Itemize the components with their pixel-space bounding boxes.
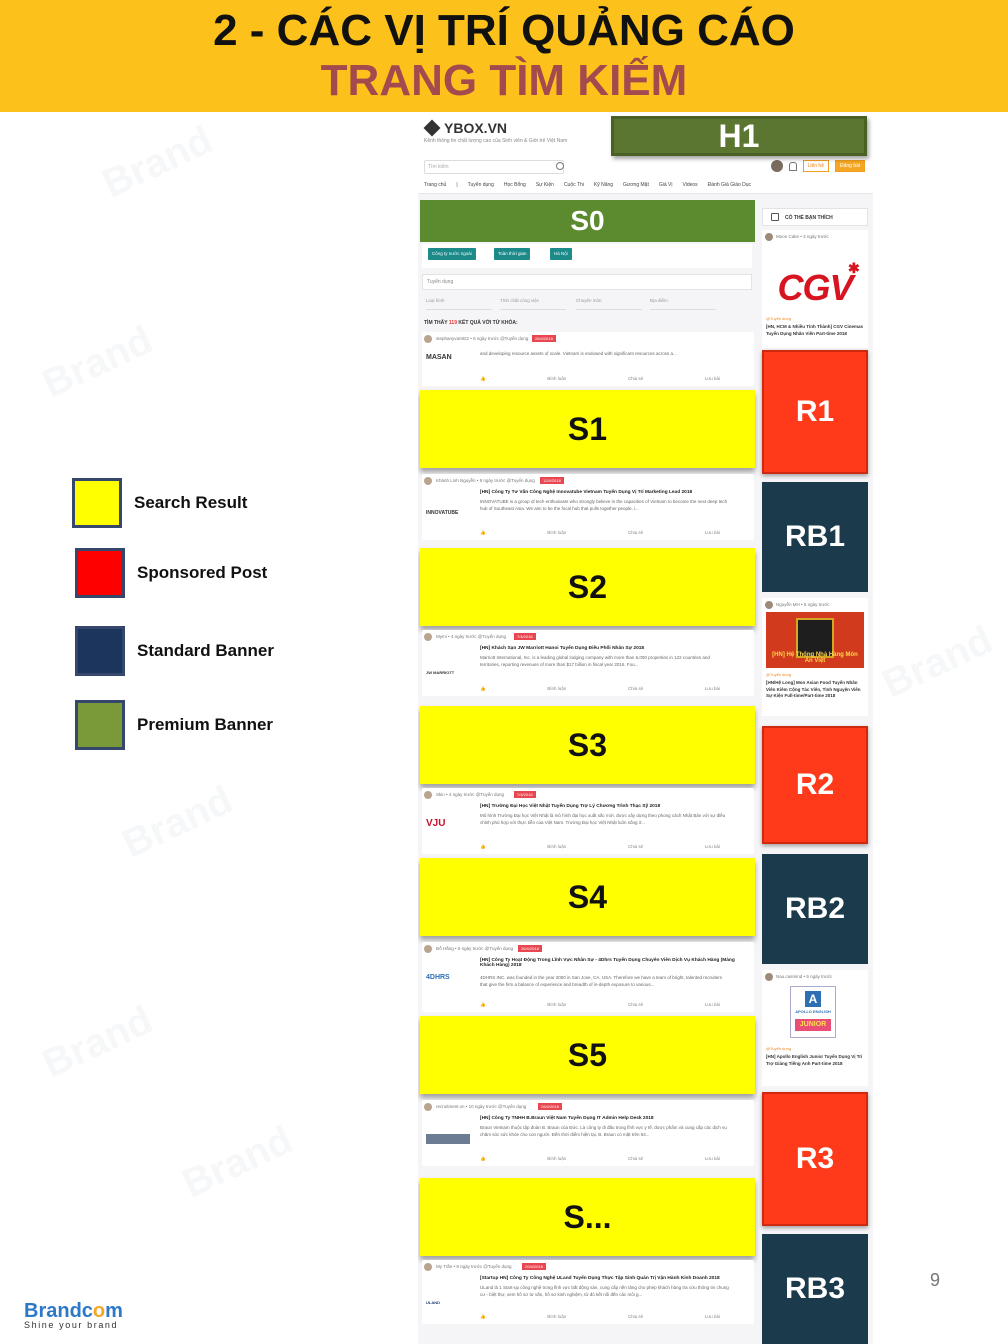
post-author: Khánh Linh Nguyễn • 8 ngày trước @Tuyển dụng [436, 478, 535, 483]
search-result-post[interactable] [422, 1100, 754, 1166]
card-category: @Tuyển dụng [766, 672, 792, 677]
search-result-post[interactable] [422, 630, 754, 696]
post-description: 4DHRS INC. was founded in the year 2000 in San Jose, CA, USA. Therefore we have a team of bright, talented recruiters that give the firm a balance of experience and breadth of in-depth exposure to various... [480, 975, 723, 987]
nav-item-videos[interactable]: Videos [682, 182, 698, 188]
post-description: ULand là 1 Start-up công nghệ trong lĩnh vực bất động sản, cung cấp nền tảng cho phép khách hàng tra cứu thông tin chung cư - biệt thự, xem hồ sơ tư vấn, hồ sơ kinh nghiệm, từ đó kết nối đến các môi g... [480, 1285, 729, 1297]
legend-label: Standard Banner [137, 641, 274, 660]
save-button[interactable]: Lưu bài [704, 1002, 720, 1007]
watermark: Brand [115, 777, 240, 867]
avatar [424, 1103, 432, 1111]
legend-label: Premium Banner [137, 715, 274, 734]
header-actions [771, 160, 865, 172]
card-author: Nau.casmind • 5 ngày trước [776, 974, 833, 979]
post-title[interactable]: [HN] Trường Đại Học Việt Nhật Tuyển Dụng Trợ Lý Chương Trình Thạc Sỹ 2018 [480, 804, 661, 809]
like-icon[interactable]: 👍 [480, 686, 486, 691]
specialty-dropdown[interactable]: Chuyên môn [576, 298, 642, 310]
legend-swatch [75, 548, 125, 598]
post-description: Braun Vietnam thuộc tập đoàn B. Braun của Đức. Là công ty đi đầu trong lĩnh vực y tế, được phẩm và cung cấp các dịch vụ chăm sóc sức khỏe cho con người. Đến thời điểm hiện tại, B. Braun có mặt trên 64... [480, 1125, 727, 1137]
contact-button[interactable]: Liên hệ [803, 160, 829, 172]
standard-banner-rb1[interactable]: RB1 [762, 482, 868, 592]
post-actions [480, 1314, 720, 1320]
avatar [765, 973, 773, 981]
comment-button[interactable]: Bình luận [547, 1002, 567, 1007]
post-actions [480, 686, 720, 692]
filter-chips [422, 244, 752, 268]
post-description: and developing resource assets of scale. Vietnam is endowed with significant resources across a... [480, 351, 677, 356]
slide-title: 2 - CÁC VỊ TRÍ QUẢNG CÁO [213, 6, 795, 55]
share-button[interactable]: Chia sẻ [627, 844, 644, 849]
premium-banner-s0[interactable]: S0 [420, 200, 755, 242]
legend-label: Sponsored Post [137, 563, 268, 582]
post-description: Marriott International, Inc. is a leading global lodging company with more than 6,000 properties in 122 countries and territories, reporting revenues of more than $17 billion in fiscal year 2016. Fou... [480, 655, 710, 667]
location-dropdown[interactable]: Địa điểm [650, 298, 716, 310]
post-actions [480, 1002, 720, 1008]
post-brand-logo [426, 1134, 470, 1144]
site-logo[interactable]: YBOX.VN [444, 120, 508, 136]
card-title[interactable]: [HN/Hệ Long] Mon Asian Food Tuyển Nhân Viên Kiêm Cộng Tác Viên, Tình Nguyện Viên Sự Kiện Full-time/Part-time 2018 [766, 680, 861, 698]
search-result-slot-s2[interactable]: S2 [420, 548, 755, 626]
sponsored-post-r1[interactable]: R1 [762, 350, 868, 474]
sidebar-heading-label: CÓ THỂ BẠN THÍCH [785, 215, 833, 221]
share-button[interactable]: Chia sẻ [627, 530, 644, 535]
avatar [765, 233, 773, 241]
post-author: Skin • 4 ngày trước @Tuyển dụng [436, 792, 504, 797]
result-prefix: TÌM THẤY [424, 320, 448, 326]
nav-item-skills[interactable]: Kỹ Năng [593, 182, 614, 188]
result-count [424, 320, 518, 326]
standard-banner-rb3[interactable]: RB3 [762, 1234, 868, 1344]
nav-item-values[interactable]: Giá Vị [658, 182, 673, 188]
legend-standard-banner [75, 626, 274, 676]
like-icon[interactable]: 👍 [480, 1002, 486, 1007]
share-button[interactable]: Chia sẻ [627, 376, 644, 381]
avatar [424, 477, 432, 485]
apollo-brand: APOLLO ENGLISH [795, 1009, 831, 1014]
legend-label: Search Result [134, 493, 248, 512]
watermark: Brand [35, 997, 160, 1087]
avatar[interactable] [771, 160, 783, 172]
logo-part: m [105, 1300, 123, 1322]
star-icon: ✱ [848, 260, 860, 276]
search-result-slot-more[interactable]: S... [420, 1178, 755, 1256]
post-title[interactable]: [HN] Công Ty TNHH B.Braun Việt Nam Tuyển Dụng IT Admin Help Desk 2018 [480, 1116, 654, 1121]
avatar [424, 945, 432, 953]
filter-chip[interactable]: Công ty nước ngoài [428, 248, 476, 260]
event-image [766, 612, 864, 668]
comment-button[interactable]: Bình luận [547, 686, 567, 691]
card-category: @Tuyển dụng [766, 316, 792, 321]
legend-sponsored-post [75, 548, 267, 598]
sponsored-post-r2[interactable]: R2 [762, 726, 868, 844]
like-icon[interactable]: 👍 [480, 844, 486, 849]
legend-search-result [72, 478, 247, 528]
sidebar-card[interactable] [762, 598, 868, 716]
bell-icon[interactable] [789, 162, 797, 171]
card-title[interactable]: [HN, HCM & Nhiều Tỉnh Thành] CGV Cinemas Tuyển Dụng Nhân Viên Part-time 2018 [766, 324, 864, 336]
nav-item-contests[interactable]: Cuộc Thi [563, 182, 584, 188]
result-suffix: KẾT QUẢ VỚI TỪ KHÓA: [458, 320, 518, 326]
legend-premium-banner [75, 700, 273, 750]
share-button[interactable]: Chia sẻ [627, 1156, 644, 1161]
avatar [765, 601, 773, 609]
sidebar-card[interactable] [762, 230, 868, 348]
post-date-badge: 26/4/2018 [518, 945, 542, 952]
watermark: Brand [35, 317, 160, 407]
nav-item-education-review[interactable]: Đánh Giá Giáo Dục [707, 182, 752, 188]
filter-chip[interactable]: Toàn thời gian [494, 248, 530, 260]
like-icon[interactable]: 👍 [480, 530, 486, 535]
post-author: Đỗ Hằng • 5 ngày trước @Tuyển dụng [436, 946, 513, 951]
post-date-badge: 12/4/2018 [540, 477, 564, 484]
page-number: 9 [930, 1270, 941, 1290]
sidebar-heading [762, 208, 868, 226]
site-tagline: Kênh thông tin chất lượng cao của Sinh viên & Giới trẻ Việt Nam [424, 138, 568, 144]
comment-button[interactable]: Bình luận [547, 844, 567, 849]
post-actions [480, 376, 720, 382]
slide-header [0, 0, 1008, 112]
like-icon[interactable]: 👍 [480, 376, 486, 381]
apollo-logo-letter: A [805, 991, 821, 1007]
post-brand-logo: 4DHRS [426, 974, 450, 981]
post-brand-logo: INNOVATUBE [426, 510, 459, 516]
post-date-badge: 7/4/2018 [514, 633, 536, 640]
post-author: Mymi • 4 ngày trước @Tuyển dụng [436, 634, 506, 639]
brand-tagline: Shine your brand [24, 1320, 119, 1330]
main-nav [424, 182, 751, 188]
post-brand-logo: MASAN [426, 354, 452, 361]
legend-swatch [75, 626, 125, 676]
category-select[interactable]: Tuyển dụng [422, 274, 752, 290]
search-icon[interactable] [556, 162, 564, 170]
filter-chip[interactable]: Hà Nội [550, 248, 572, 260]
share-button[interactable]: Chia sẻ [627, 1314, 644, 1319]
post-date-badge: 20/4/2018 [522, 1263, 546, 1270]
post-author: recruitment.vn • 10 ngày trước @Tuyển dụng [436, 1104, 527, 1109]
type-dropdown[interactable]: Loại hình [426, 298, 492, 310]
nav-item-jobs[interactable]: Tuyển dụng [467, 182, 494, 188]
post-actions [480, 530, 720, 536]
avatar [424, 633, 432, 641]
save-button[interactable]: Lưu bài [704, 1156, 720, 1161]
logo-part: Brand [24, 1300, 82, 1322]
legend-swatch [75, 700, 125, 750]
logo-o-icon: o [92, 1300, 106, 1322]
avatar [424, 335, 432, 343]
post-title[interactable]: [HN] Công Ty Tư Vấn Công Nghệ Innovatube Vietnam Tuyển Dụng Vị Trí Marketing Lead 2018 [480, 490, 693, 495]
search-result-slot-s4[interactable]: S4 [420, 858, 755, 936]
logo-part: c [81, 1300, 93, 1322]
search-result-post[interactable] [422, 788, 754, 854]
post-button[interactable]: Đăng bài [835, 160, 865, 172]
ybox-logo-icon [424, 120, 441, 137]
apollo-label: JUNIOR [795, 1019, 831, 1031]
result-number: 119 [448, 320, 457, 326]
event-image-text: [HN] Hệ Thống Nhà Hàng Món Ăn Việt [772, 652, 858, 664]
search-result-post[interactable] [422, 942, 754, 1012]
slide-subtitle: TRANG TÌM KIẾM [320, 56, 688, 105]
like-icon[interactable]: 👍 [480, 1156, 486, 1161]
nav-divider: | [456, 182, 458, 188]
save-button[interactable]: Lưu bài [704, 844, 720, 849]
sponsored-post-r3[interactable]: R3 [762, 1092, 868, 1226]
post-description: Mô hình Trường Đại học Việt Nhật là mô hình đại học xuất sắc mới, được xây dựng theo phong cách Nhật Bản với sự điều chỉnh phù hợp với thực tiễn của Việt Nam. Trường Đại học Việt Nhật luôn sống ở... [480, 813, 726, 825]
search-result-slot-s5[interactable]: S5 [420, 1016, 755, 1094]
share-button[interactable]: Chia sẻ [627, 686, 644, 691]
nav-item-events[interactable]: Sự Kiện [535, 182, 554, 188]
search-result-slot-s1[interactable]: S1 [420, 390, 755, 468]
card-author: Nguyễn MH • 5 ngày trước [776, 602, 830, 607]
nav-item-faces[interactable]: Gương Mặt [623, 182, 649, 188]
thumbs-up-icon [771, 213, 779, 221]
card-author: Moon Cake • 3 ngày trước [776, 234, 829, 239]
comment-button[interactable]: Bình luận [547, 1314, 567, 1319]
save-button[interactable]: Lưu bài [704, 530, 720, 535]
share-button[interactable]: Chia sẻ [627, 1002, 644, 1007]
post-actions [480, 844, 720, 850]
comment-button[interactable]: Bình luận [547, 530, 567, 535]
post-brand-logo: JW MARRIOTT [426, 670, 455, 675]
avatar [424, 1263, 432, 1271]
post-date-badge: 7/4/2018 [514, 791, 536, 798]
post-date-badge: 26/4/2018 [538, 1103, 562, 1110]
post-author: My Trần • 8 ngày trước @Tuyển dụng [436, 1264, 512, 1269]
standard-banner-rb2[interactable]: RB2 [762, 854, 868, 964]
avatar [424, 791, 432, 799]
save-button[interactable]: Lưu bài [704, 1314, 720, 1319]
nav-item-scholarships[interactable]: Học Bổng [503, 182, 526, 188]
apollo-image [790, 986, 836, 1038]
post-description: INNOVATUBE is a group of tech enthusiasts who strongly believe in the capacities of Vietnam to become the next deep tech hub of Southeast Asia. We aim to be the focal hub that pulls together people, i... [480, 499, 728, 511]
comment-button[interactable]: Bình luận [547, 1156, 567, 1161]
comment-button[interactable]: Bình luận [547, 376, 567, 381]
post-brand-logo: VJU [426, 818, 446, 829]
premium-banner-h1[interactable]: H1 [611, 116, 867, 156]
post-title[interactable]: [HN] Công Ty Hoạt Động Trong Lĩnh Vực Nhân Sự - 4Dhrs Tuyển Dụng Chuyên Viên Dịch Vụ Khách Hàng (Mảng Khách Hàng) 2018 [480, 958, 735, 968]
save-button[interactable]: Lưu bài [704, 686, 720, 691]
nav-item-home[interactable]: Trang chủ [424, 182, 447, 188]
save-button[interactable]: Lưu bài [704, 376, 720, 381]
post-actions [480, 1156, 720, 1162]
cgv-logo: CGV [777, 267, 853, 308]
post-date-badge: 26/4/2018 [532, 335, 556, 342]
search-result-post[interactable] [422, 332, 754, 386]
nature-dropdown[interactable]: Tính chất công việc [500, 298, 566, 310]
search-result-slot-s3[interactable]: S3 [420, 706, 755, 784]
sidebar-card[interactable] [762, 970, 868, 1086]
website-screenshot [418, 112, 873, 1344]
search-input[interactable]: Tìm kiếm [424, 160, 564, 174]
post-title[interactable]: [HN] Khách Sạn JW Marriott Hanoi Tuyển Dụng Điều Phối Nhân Sự 2018 [480, 646, 645, 651]
post-author: stephanyvan822 • 6 ngày trước @Tuyển dụng [436, 336, 529, 341]
search-result-post[interactable] [422, 1260, 754, 1324]
watermark: Brand [95, 117, 220, 207]
card-title[interactable]: [HN] Apollo English Junior Tuyển Dụng Vị Trí Trợ Giảng Tiếng Anh Part-time 2018 [766, 1054, 863, 1066]
like-icon[interactable]: 👍 [480, 1314, 486, 1319]
watermark: Brand [875, 617, 1000, 707]
card-category: @Tuyển dụng [766, 1046, 792, 1051]
search-result-post[interactable] [422, 474, 754, 540]
watermark: Brand [175, 1117, 300, 1207]
post-title[interactable]: [Startup HN] Công Ty Công Nghệ ULand Tuyển Dụng Thực Tập Sinh Quản Trị Vận Hành Kinh Doanh 2018 [480, 1276, 720, 1281]
legend-swatch [72, 478, 122, 528]
post-brand-logo: ULAND [426, 1300, 440, 1305]
